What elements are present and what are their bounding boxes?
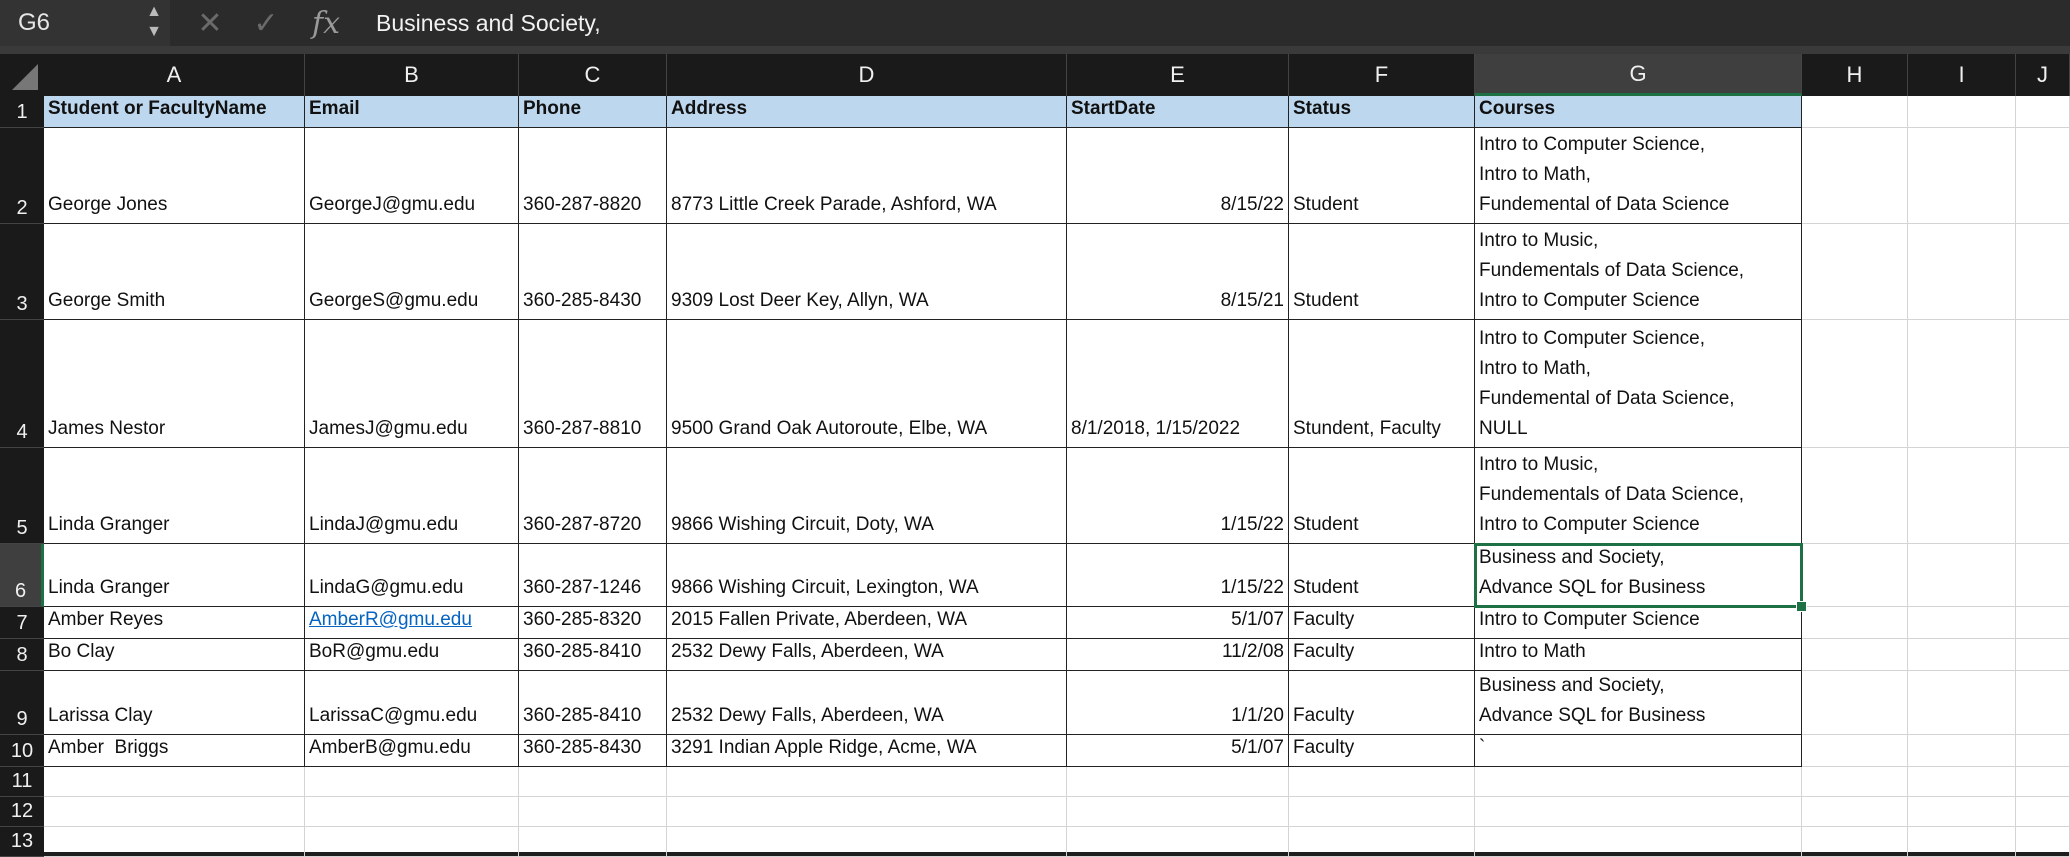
row-header-1[interactable]: 1 bbox=[0, 96, 44, 128]
formula-value: Business and Society, bbox=[376, 9, 601, 36]
cell-d10[interactable]: 3291 Indian Apple Ridge, Acme, WA bbox=[667, 735, 1067, 767]
cell-d8[interactable]: 2532 Dewy Falls, Aberdeen, WA bbox=[667, 639, 1067, 671]
cell-j11[interactable] bbox=[2016, 767, 2070, 797]
check-icon[interactable]: ✓ bbox=[253, 6, 279, 40]
cell-e6[interactable]: 1/15/22 bbox=[1067, 544, 1289, 607]
column-header-b[interactable]: B bbox=[305, 54, 519, 96]
fill-handle[interactable] bbox=[1796, 601, 1807, 612]
cell-j3[interactable] bbox=[2016, 224, 2070, 320]
cell-b10[interactable]: AmberB@gmu.edu bbox=[305, 735, 519, 767]
cell-a3[interactable]: George Smith bbox=[44, 224, 305, 320]
row-header-7[interactable]: 7 bbox=[0, 607, 44, 639]
cell-c10[interactable]: 360-285-8430 bbox=[519, 735, 667, 767]
cell-h8[interactable] bbox=[1802, 639, 1908, 671]
cell-c11[interactable] bbox=[519, 767, 667, 797]
column-header-i[interactable]: I bbox=[1908, 54, 2016, 96]
cell-f8[interactable]: Faculty bbox=[1289, 639, 1475, 671]
cell-c3[interactable]: 360-285-8430 bbox=[519, 224, 667, 320]
cell-d5[interactable]: 9866 Wishing Circuit, Doty, WA bbox=[667, 448, 1067, 544]
cell-g6[interactable]: Business and Society, Advance SQL for Business bbox=[1475, 544, 1802, 607]
cell-c1[interactable]: Phone bbox=[519, 96, 667, 128]
cell-b5[interactable]: LindaJ@gmu.edu bbox=[305, 448, 519, 544]
cell-b4[interactable]: JamesJ@gmu.edu bbox=[305, 320, 519, 448]
column-header-g[interactable]: G bbox=[1475, 54, 1802, 96]
cell-h9[interactable] bbox=[1802, 671, 1908, 735]
cell-d13[interactable] bbox=[667, 827, 1067, 857]
cell-d7[interactable]: 2015 Fallen Private, Aberdeen, WA bbox=[667, 607, 1067, 639]
cell-j6[interactable] bbox=[2016, 544, 2070, 607]
cell-b11[interactable] bbox=[305, 767, 519, 797]
cell-e5[interactable]: 1/15/22 bbox=[1067, 448, 1289, 544]
cell-i12[interactable] bbox=[1908, 797, 2016, 827]
row-header-10[interactable]: 10 bbox=[0, 735, 44, 767]
row-header-4[interactable]: 4 bbox=[0, 320, 44, 448]
spreadsheet-grid[interactable] bbox=[0, 54, 2070, 852]
cell-c12[interactable] bbox=[519, 797, 667, 827]
cell-h4[interactable] bbox=[1802, 320, 1908, 448]
cell-j12[interactable] bbox=[2016, 797, 2070, 827]
cell-b7[interactable]: AmberR@gmu.edu bbox=[305, 607, 519, 639]
cell-b2[interactable]: GeorgeJ@gmu.edu bbox=[305, 128, 519, 224]
cell-h13[interactable] bbox=[1802, 827, 1908, 857]
cell-e12[interactable] bbox=[1067, 797, 1289, 827]
cell-d12[interactable] bbox=[667, 797, 1067, 827]
row-header-8[interactable]: 8 bbox=[0, 639, 44, 671]
cell-i2[interactable] bbox=[1908, 128, 2016, 224]
cell-e3[interactable]: 8/15/21 bbox=[1067, 224, 1289, 320]
cell-e7[interactable]: 5/1/07 bbox=[1067, 607, 1289, 639]
cell-d11[interactable] bbox=[667, 767, 1067, 797]
cell-g11[interactable] bbox=[1475, 767, 1802, 797]
cell-b8[interactable]: BoR@gmu.edu bbox=[305, 639, 519, 671]
cell-i1[interactable] bbox=[1908, 96, 2016, 128]
name-box-value: G6 bbox=[18, 9, 51, 36]
cell-e9[interactable]: 1/1/20 bbox=[1067, 671, 1289, 735]
cell-f7[interactable]: Faculty bbox=[1289, 607, 1475, 639]
cell-j8[interactable] bbox=[2016, 639, 2070, 671]
cell-a10[interactable]: Amber Briggs bbox=[44, 735, 305, 767]
cell-c7[interactable]: 360-285-8320 bbox=[519, 607, 667, 639]
cell-i7[interactable] bbox=[1908, 607, 2016, 639]
cell-j13[interactable] bbox=[2016, 827, 2070, 857]
stepper-icon[interactable]: ▲ ▼ bbox=[146, 3, 162, 40]
cell-a11[interactable] bbox=[44, 767, 305, 797]
cell-a12[interactable] bbox=[44, 797, 305, 827]
cell-i9[interactable] bbox=[1908, 671, 2016, 735]
cell-g5[interactable]: Intro to Music, Fundementals of Data Science, Intro to Computer Science bbox=[1475, 448, 1802, 544]
cell-g10[interactable]: ` bbox=[1475, 735, 1802, 767]
cell-b13[interactable] bbox=[305, 827, 519, 857]
cell-d6[interactable]: 9866 Wishing Circuit, Lexington, WA bbox=[667, 544, 1067, 607]
cell-j1[interactable] bbox=[2016, 96, 2070, 128]
cell-a4[interactable]: James Nestor bbox=[44, 320, 305, 448]
cell-a9[interactable]: Larissa Clay bbox=[44, 671, 305, 735]
cell-j4[interactable] bbox=[2016, 320, 2070, 448]
cell-b3[interactable]: GeorgeS@gmu.edu bbox=[305, 224, 519, 320]
cell-j10[interactable] bbox=[2016, 735, 2070, 767]
cell-e1[interactable]: StartDate bbox=[1067, 96, 1289, 128]
cell-e4[interactable]: 8/1/2018, 1/15/2022 bbox=[1067, 320, 1289, 448]
formula-bar-divider bbox=[0, 46, 2070, 54]
cell-b1[interactable]: Email bbox=[305, 96, 519, 128]
cell-a8[interactable]: Bo Clay bbox=[44, 639, 305, 671]
cell-f13[interactable] bbox=[1289, 827, 1475, 857]
cell-i5[interactable] bbox=[1908, 448, 2016, 544]
cell-i8[interactable] bbox=[1908, 639, 2016, 671]
cell-h11[interactable] bbox=[1802, 767, 1908, 797]
row-header-11[interactable]: 11 bbox=[0, 767, 44, 797]
cell-d2[interactable]: 8773 Little Creek Parade, Ashford, WA bbox=[667, 128, 1067, 224]
cell-c2[interactable]: 360-287-8820 bbox=[519, 128, 667, 224]
cell-a1[interactable]: Student or FacultyName bbox=[44, 96, 305, 128]
cell-a6[interactable]: Linda Granger bbox=[44, 544, 305, 607]
cell-f1[interactable]: Status bbox=[1289, 96, 1475, 128]
cell-h12[interactable] bbox=[1802, 797, 1908, 827]
cell-d4[interactable]: 9500 Grand Oak Autoroute, Elbe, WA bbox=[667, 320, 1067, 448]
cell-c8[interactable]: 360-285-8410 bbox=[519, 639, 667, 671]
row-header-3[interactable]: 3 bbox=[0, 224, 44, 320]
fx-icon[interactable]: fx bbox=[312, 5, 341, 41]
cell-g1[interactable]: Courses bbox=[1475, 96, 1802, 128]
formula-bar bbox=[0, 0, 2070, 47]
cell-g7[interactable]: Intro to Computer Science bbox=[1475, 607, 1802, 639]
cell-g2[interactable]: Intro to Computer Science, Intro to Math, Fundemental of Data Science bbox=[1475, 128, 1802, 224]
cell-g3[interactable]: Intro to Music, Fundementals of Data Science, Intro to Computer Science bbox=[1475, 224, 1802, 320]
cell-i11[interactable] bbox=[1908, 767, 2016, 797]
cell-c4[interactable]: 360-287-8810 bbox=[519, 320, 667, 448]
column-header-e[interactable]: E bbox=[1067, 54, 1289, 96]
cell-c6[interactable]: 360-287-1246 bbox=[519, 544, 667, 607]
cell-j2[interactable] bbox=[2016, 128, 2070, 224]
cell-f12[interactable] bbox=[1289, 797, 1475, 827]
column-header-d[interactable]: D bbox=[667, 54, 1067, 96]
cell-e11[interactable] bbox=[1067, 767, 1289, 797]
cell-a13[interactable] bbox=[44, 827, 305, 857]
column-header-c[interactable]: C bbox=[519, 54, 667, 96]
cell-e10[interactable]: 5/1/07 bbox=[1067, 735, 1289, 767]
cell-c9[interactable]: 360-285-8410 bbox=[519, 671, 667, 735]
cell-f9[interactable]: Faculty bbox=[1289, 671, 1475, 735]
cell-e13[interactable] bbox=[1067, 827, 1289, 857]
cell-j9[interactable] bbox=[2016, 671, 2070, 735]
row-header-5[interactable]: 5 bbox=[0, 448, 44, 544]
row-header-13[interactable]: 13 bbox=[0, 827, 44, 857]
cell-i3[interactable] bbox=[1908, 224, 2016, 320]
column-header-h[interactable]: H bbox=[1802, 54, 1908, 96]
cell-d1[interactable]: Address bbox=[667, 96, 1067, 128]
cell-f6[interactable]: Student bbox=[1289, 544, 1475, 607]
cell-f11[interactable] bbox=[1289, 767, 1475, 797]
close-icon[interactable]: ✕ bbox=[197, 6, 223, 40]
cell-a2[interactable]: George Jones bbox=[44, 128, 305, 224]
formula-input[interactable] bbox=[364, 0, 2070, 46]
cell-g13[interactable] bbox=[1475, 827, 1802, 857]
column-header-f[interactable]: F bbox=[1289, 54, 1475, 96]
cell-h5[interactable] bbox=[1802, 448, 1908, 544]
cell-a5[interactable]: Linda Granger bbox=[44, 448, 305, 544]
cell-j5[interactable] bbox=[2016, 448, 2070, 544]
cell-g9[interactable]: Business and Society, Advance SQL for Business bbox=[1475, 671, 1802, 735]
cell-f2[interactable]: Student bbox=[1289, 128, 1475, 224]
cell-d3[interactable]: 9309 Lost Deer Key, Allyn, WA bbox=[667, 224, 1067, 320]
cell-e8[interactable]: 11/2/08 bbox=[1067, 639, 1289, 671]
cell-h7[interactable] bbox=[1802, 607, 1908, 639]
cell-a7[interactable]: Amber Reyes bbox=[44, 607, 305, 639]
cell-h2[interactable] bbox=[1802, 128, 1908, 224]
cell-j7[interactable] bbox=[2016, 607, 2070, 639]
cell-i6[interactable] bbox=[1908, 544, 2016, 607]
cell-h3[interactable] bbox=[1802, 224, 1908, 320]
column-header-j[interactable]: J bbox=[2016, 54, 2070, 96]
row-header-12[interactable]: 12 bbox=[0, 797, 44, 827]
cell-i10[interactable] bbox=[1908, 735, 2016, 767]
column-header-a[interactable]: A bbox=[44, 54, 305, 96]
row-header-6[interactable]: 6 bbox=[0, 544, 44, 607]
cell-b12[interactable] bbox=[305, 797, 519, 827]
cell-h1[interactable] bbox=[1802, 96, 1908, 128]
cell-d9[interactable]: 2532 Dewy Falls, Aberdeen, WA bbox=[667, 671, 1067, 735]
cell-f4[interactable]: Stundent, Faculty bbox=[1289, 320, 1475, 448]
cell-h10[interactable] bbox=[1802, 735, 1908, 767]
cell-f10[interactable]: Faculty bbox=[1289, 735, 1475, 767]
select-all-corner[interactable] bbox=[0, 54, 44, 96]
row-header-2[interactable]: 2 bbox=[0, 128, 44, 224]
cell-b9[interactable]: LarissaC@gmu.edu bbox=[305, 671, 519, 735]
cell-f3[interactable]: Student bbox=[1289, 224, 1475, 320]
cell-e2[interactable]: 8/15/22 bbox=[1067, 128, 1289, 224]
cell-i13[interactable] bbox=[1908, 827, 2016, 857]
cell-b6[interactable]: LindaG@gmu.edu bbox=[305, 544, 519, 607]
cell-c5[interactable]: 360-287-8720 bbox=[519, 448, 667, 544]
cell-i4[interactable] bbox=[1908, 320, 2016, 448]
cell-g4[interactable]: Intro to Computer Science, Intro to Math, Fundemental of Data Science, NULL bbox=[1475, 320, 1802, 448]
cell-f5[interactable]: Student bbox=[1289, 448, 1475, 544]
cell-h6[interactable] bbox=[1802, 544, 1908, 607]
cell-g12[interactable] bbox=[1475, 797, 1802, 827]
row-header-9[interactable]: 9 bbox=[0, 671, 44, 735]
cell-c13[interactable] bbox=[519, 827, 667, 857]
cell-g8[interactable]: Intro to Math bbox=[1475, 639, 1802, 671]
